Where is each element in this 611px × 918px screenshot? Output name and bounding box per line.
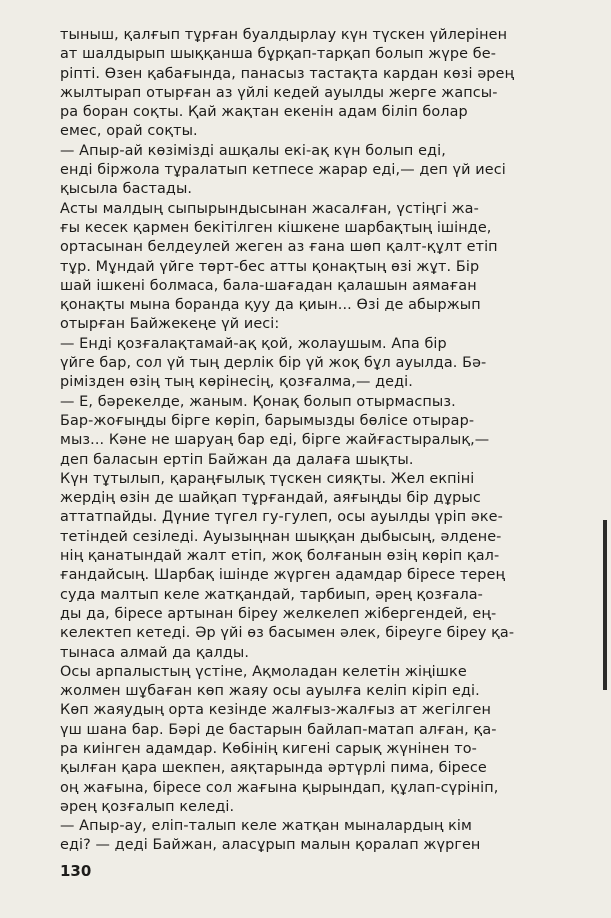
text-line: қысыла бастады. — [60, 181, 193, 198]
text-line: қылған қара шекпен, аяқтарында әртүрлі пима, біресе — [60, 760, 487, 777]
text-line: Күн тұтылып, қараңғылық түскен сияқты. Жел екпіні — [60, 470, 475, 487]
text-line: ғандайсың. Шарбақ ішінде жүрген адамдар біресе терең — [60, 567, 506, 584]
text-line: қонақты мына боранда қуу да қиын... Өзі де абыржып — [60, 297, 481, 314]
text-line: оң жағына, біресе сол жағына қырындап, құлап-сүрініп, — [60, 779, 499, 796]
text-line: үйге бар, сол үй тың дерлік бір үй жоқ бұл ауылда. Бә- — [60, 355, 487, 372]
text-line: ріпті. Өзен қабағында, панасыз тастақта кардан көзі әрең — [60, 65, 515, 82]
text-line: — Апыр-ау, еліп-талып келе жатқан мыналардың кім — [60, 818, 472, 835]
text-line: Осы арпалыстың үстіне, Ақмоладан келетін жіңішке — [60, 663, 467, 680]
text-line: жылтырап отырған аз үйлі кедей ауылды жерге жапсы- — [60, 84, 498, 101]
text-line: шай ішкені болмаса, бала-шағадан қалашын аямаған — [60, 277, 477, 294]
text-line: деп баласын ертіп Байжан да далаға шықты. — [60, 451, 414, 468]
text-line: мыз... Кәне не шаруаң бар еді, бірге жайғастыралық,— — [60, 432, 490, 449]
text-line: ғы кесек қармен бекітілген кішкене шарбақтың ішінде, — [60, 219, 492, 236]
text-line: ортасынан белдеулей жеген аз ғана шөп қалт-құлт етіп — [60, 239, 498, 256]
text-line: ды да, біресе артынан біреу желкелеп жібергендей, ең- — [60, 605, 497, 622]
text-line: ат шалдырып шыққанша бұрқап-тарқап болып жүре бе- — [60, 46, 497, 63]
text-line: — Апыр-ай көзімізді ашқалы екі-ақ күн болып еді, — [60, 142, 446, 159]
text-line: әрең қозғалып келеді. — [60, 798, 235, 815]
text-line: Бар-жоғыңды бірге көріп, барымызды бөлісе отырар- — [60, 412, 475, 429]
text-line: еді? — деді Байжан, аласұрып малын қоралап жүрген — [60, 837, 481, 854]
body-text — [60, 26, 572, 856]
page-number: 130 — [60, 862, 92, 880]
text-line: тыныш, қалғып тұрған буалдырлау күн түскен үйлерінен — [60, 27, 508, 43]
text-line: келектеп кетеді. Әр үйі өз басымен әлек, біреуге біреу қа- — [60, 625, 515, 642]
text-line: рімізден өзің тың көрінесің, қозғалма,— деді. — [60, 374, 413, 391]
text-line: емес, орай соқты. — [60, 123, 198, 140]
text-line: — Енді қозғалақтамай-ақ қой, жолаушым. Апа бір — [60, 335, 447, 352]
text-line: тетіндей сезіледі. Ауызыңнан шыққан дыбысың, әлдене- — [60, 528, 502, 545]
text-line: суда малтып келе жатқандай, тарбиып, әрең қозғала- — [60, 586, 483, 603]
text-line: тынаса алмай да қалды. — [60, 644, 250, 661]
text-line: енді біржола тұралатып кетпесе жарар еді,— деп үй иесі — [60, 162, 506, 179]
text-line: аттатпайды. Дүние түгел гу-гулеп, осы ауылды үріп әке- — [60, 509, 503, 526]
text-line: ра боран соқты. Қай жақтан екенін адам біліп болар — [60, 104, 468, 121]
text-line: жердің өзін де шайқап тұрғандай, аяғыңды бір дұрыс — [60, 490, 481, 507]
text-line: — Е, бәрекелде, жаным. Қонақ болып отырмаспыз. — [60, 393, 456, 410]
text-line: нің қанатындай жалт етіп, жоқ болғанын өзің көріп қал- — [60, 548, 500, 565]
text-line: Көп жаяудың орта кезінде жалғыз-жалғыз ат жегілген — [60, 702, 491, 719]
text-line: жолмен шұбаған көп жаяу осы ауылға келіп кіріп еді. — [60, 683, 480, 700]
text-line: ра киінген адамдар. Көбінің кигені сарық жүнінен то- — [60, 740, 477, 757]
binding-edge — [603, 520, 607, 690]
text-line: үш шана бар. Бәрі де бастарын байлап-матап алған, қа- — [60, 721, 497, 738]
text-line: отырған Байжекеңе үй иесі: — [60, 316, 280, 333]
text-line: тұр. Мұндай үйге төрт-бес атты қонақтың өзі жұт. Бір — [60, 258, 480, 275]
text-line: Асты малдың сыпырындысынан жасалған, үстіңгі жа- — [60, 200, 479, 217]
